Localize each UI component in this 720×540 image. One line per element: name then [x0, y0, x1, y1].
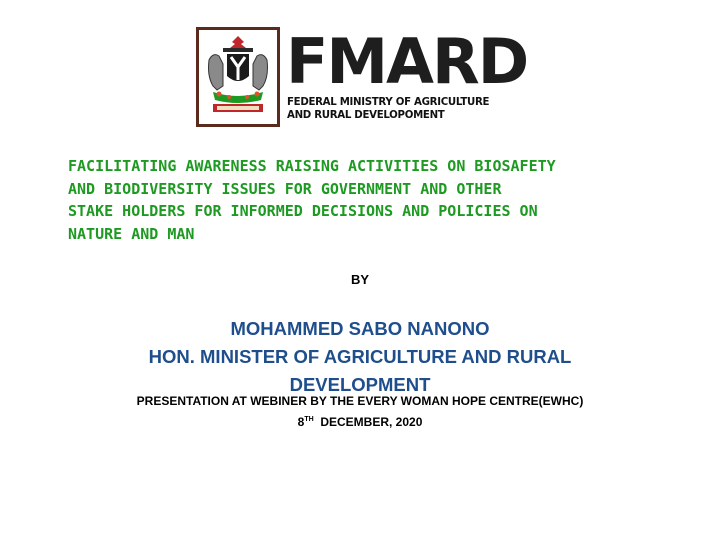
date-suffix: TH — [304, 416, 314, 423]
author-role-line-2: DEVELOPMENT — [289, 374, 431, 395]
logo-subtitle-line2: AND RURAL DEVELOPOMENT — [287, 110, 445, 121]
title-line-2: AND BIODIVERSITY ISSUES FOR GOVERNMENT AND OTHER — [68, 179, 502, 198]
author-name: MOHAMMED SABO NANONO — [230, 318, 490, 339]
author-role-line-1: HON. MINISTER OF AGRICULTURE AND RURAL — [148, 346, 572, 367]
title-line-3: STAKE HOLDERS FOR INFORMED DECISIONS AND POLICIES ON — [68, 202, 538, 220]
title-line-4: NATURE AND MAN — [68, 224, 195, 243]
date-rest: DECEMBER, 2020 — [320, 415, 423, 429]
presentation-title — [68, 155, 648, 245]
title-line-1: FACILITATING AWARENESS RAISING ACTIVITIES ON BIOSAFETY — [68, 157, 556, 175]
presentation-date — [0, 415, 720, 429]
fmard-logo — [196, 25, 528, 127]
by-label: BY — [350, 272, 370, 287]
date-day: 8 — [297, 415, 305, 429]
fmard-wordmark: FMARD — [286, 25, 528, 98]
nigeria-coat-of-arms-icon — [196, 27, 280, 127]
logo-subtitle-line1: FEDERAL MINISTRY OF AGRICULTURE — [287, 97, 490, 108]
presentation-venue: PRESENTATION AT WEBINER BY THE EVERY WOMAN HOPE CENTRE(EWHC) — [136, 394, 584, 408]
